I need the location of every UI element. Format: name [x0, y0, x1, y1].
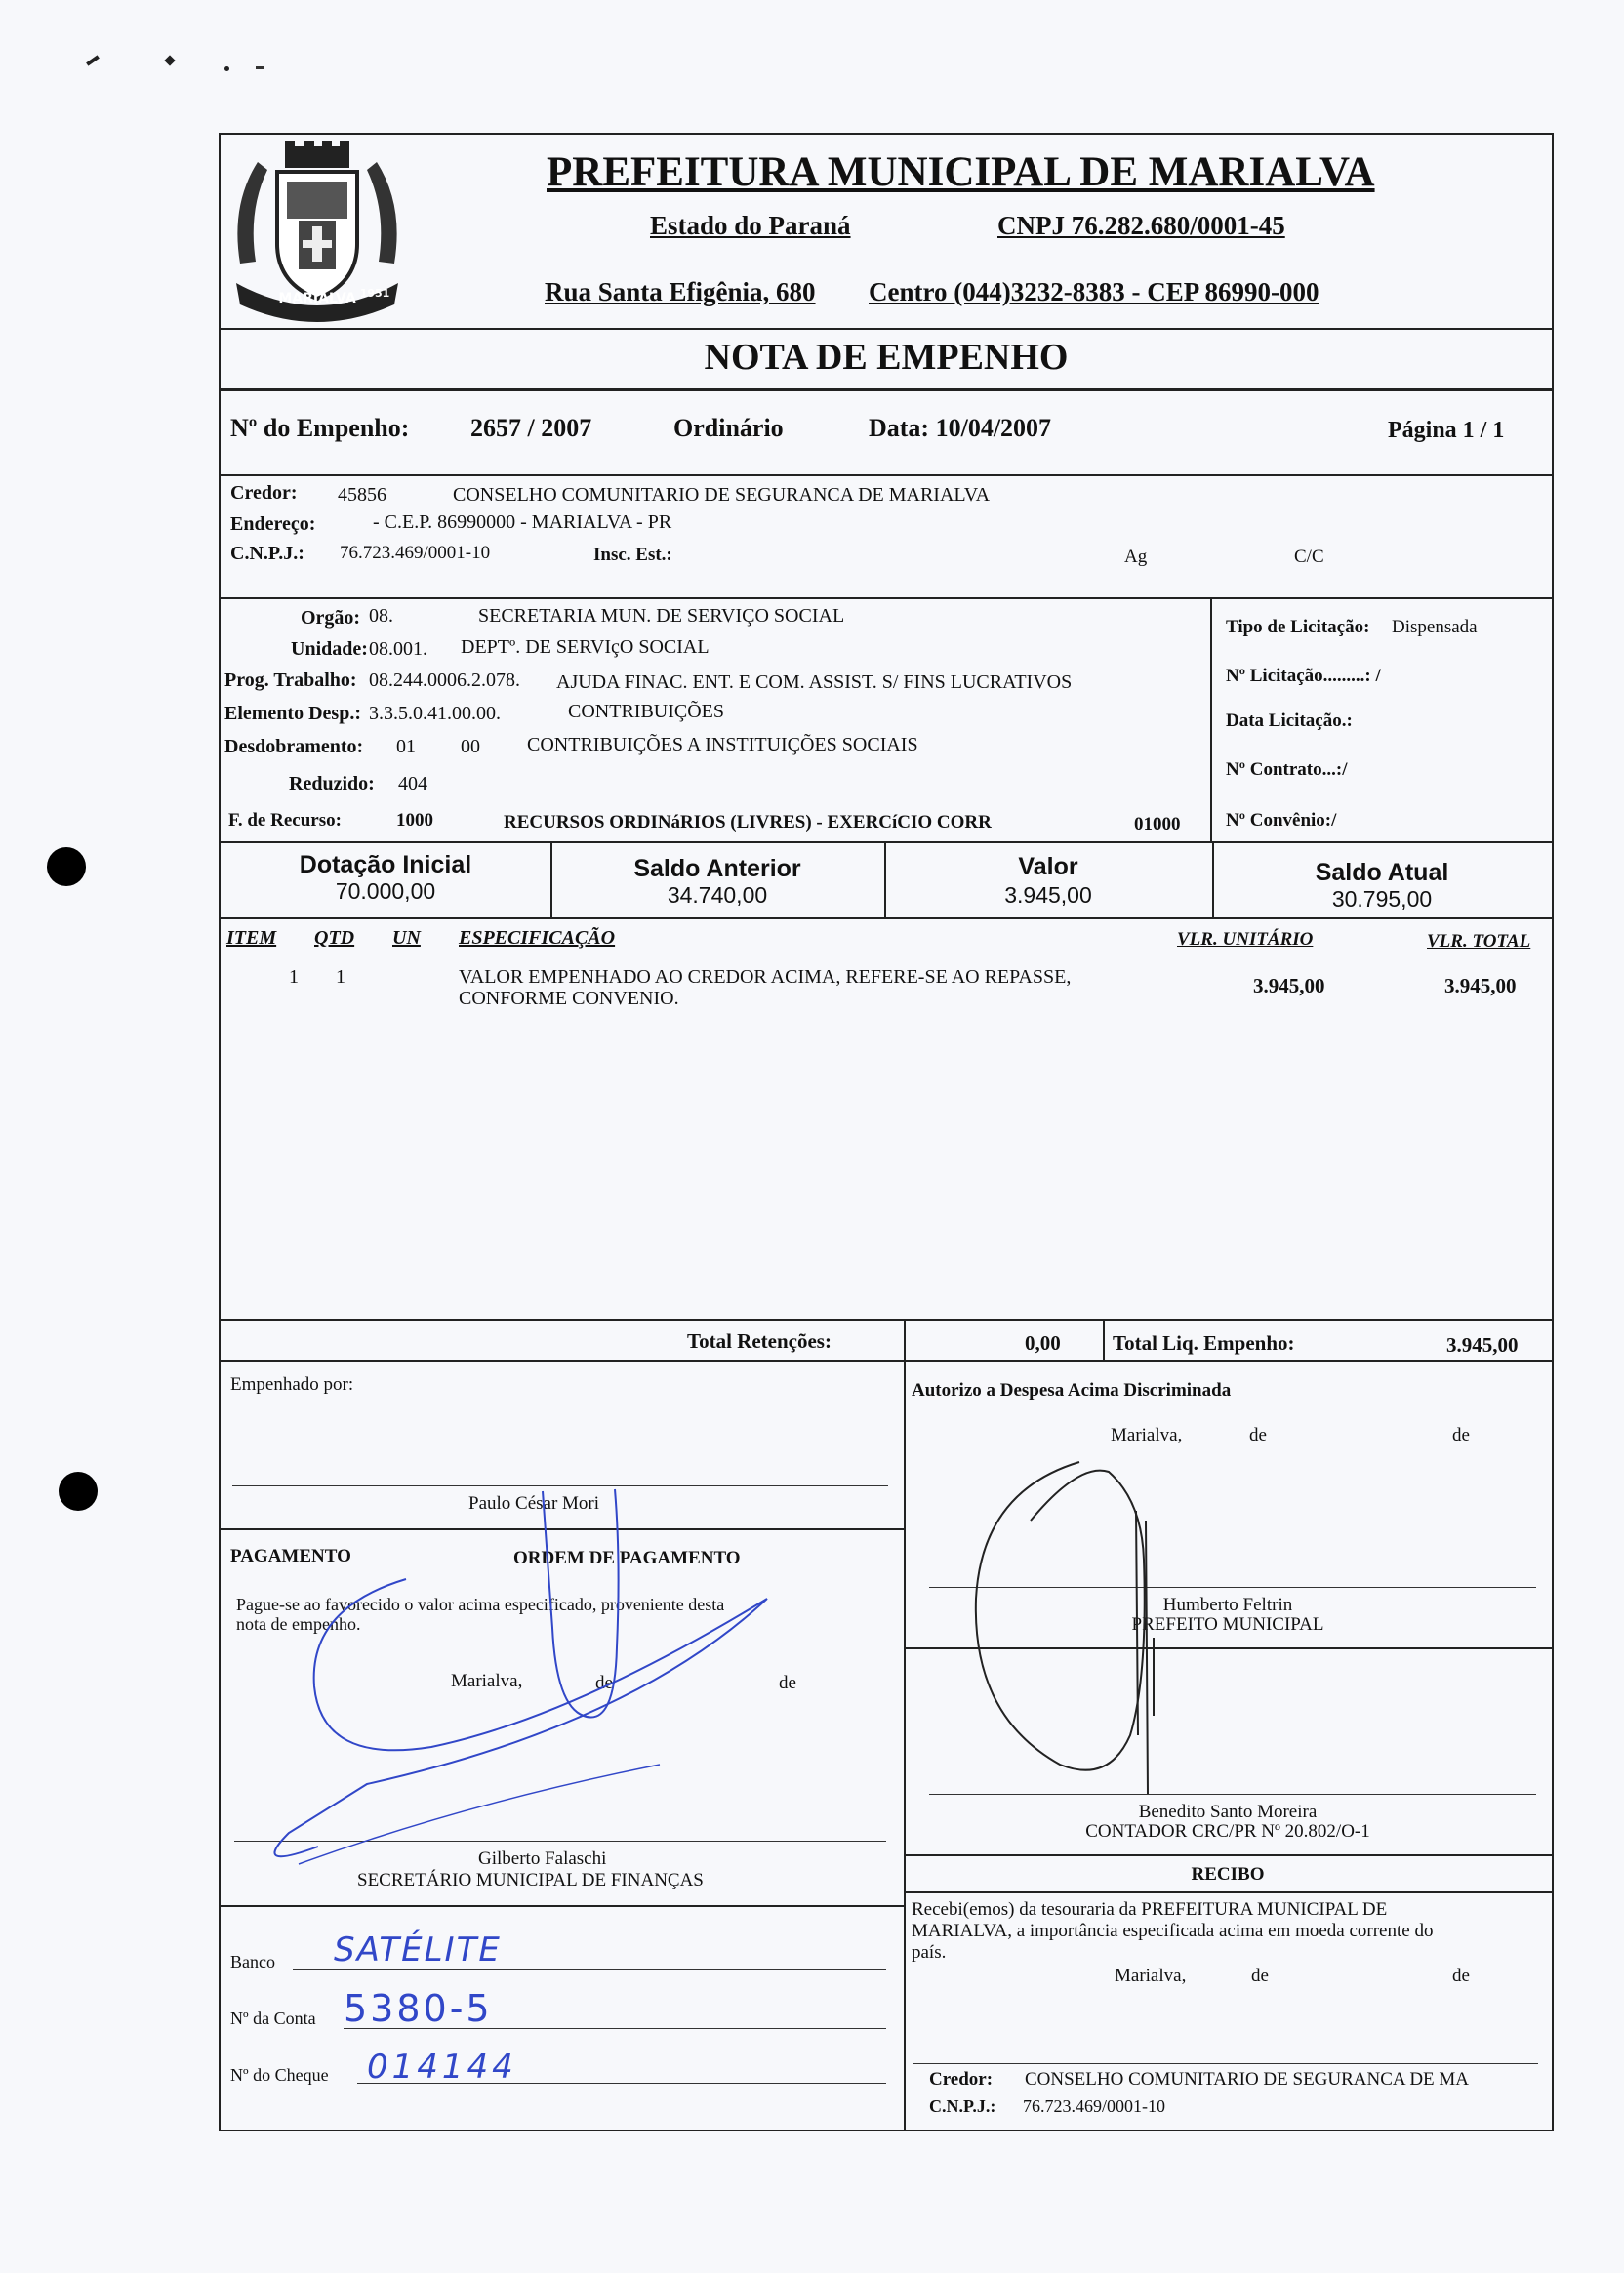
recibo-text-line3: país. — [912, 1942, 947, 1963]
row-spec-line1: VALOR EMPENHADO AO CREDOR ACIMA, REFERE-SE AO REPASSE, — [459, 966, 1072, 988]
page-number: Página 1 / 1 — [1388, 418, 1505, 443]
signature-prefeito — [904, 1403, 1552, 1833]
recibo-text-line2: MARIALVA, a importância especificada acima em moeda corrente do — [912, 1921, 1434, 1941]
desdobramento-code1: 01 — [396, 736, 416, 757]
credor-cnpj-label: C.N.P.J.: — [230, 543, 304, 564]
scan-mark — [256, 66, 264, 69]
ordem-pagamento-label: ORDEM DE PAGAMENTO — [513, 1548, 741, 1568]
recurso-name: RECURSOS ORDINáRIOS (LIVRES) - EXERCíCIO CORR — [504, 812, 992, 832]
col-un-header: UN — [392, 927, 421, 949]
tipo-licitacao-value: Dispensada — [1392, 617, 1478, 637]
recibo-text-line1: Recebi(emos) da tesouraria da PREFEITURA MUNICIPAL DE — [912, 1899, 1388, 1920]
cnpj-header: CNPJ 76.282.680/0001-45 — [997, 211, 1285, 240]
pagamento-label: PAGAMENTO — [230, 1546, 351, 1566]
col-item-header: ITEM — [226, 927, 277, 949]
crest-year: 1951 — [359, 287, 390, 300]
autorizo-de1: de — [1249, 1425, 1267, 1445]
pagamento-de2: de — [779, 1673, 796, 1693]
signature-secretario — [221, 1472, 904, 1901]
orgao-name: SECRETARIA MUN. DE SERVIÇO SOCIAL — [478, 605, 845, 627]
empenho-date: Data: 10/04/2007 — [869, 414, 1052, 442]
contrato-number: Nº Contrato...:/ — [1226, 759, 1348, 780]
empenho-type: Ordinário — [673, 414, 784, 442]
valor-label: Valor — [1018, 853, 1078, 880]
credor-code: 45856 — [338, 484, 386, 506]
document-title: NOTA DE EMPENHO — [704, 337, 1069, 378]
recibo-credor-name: CONSELHO COMUNITARIO DE SEGURANCA DE MA — [1025, 2069, 1470, 2090]
pagamento-place: Marialva, — [451, 1671, 523, 1691]
banco-label: Banco — [230, 1952, 275, 1971]
credor-cnpj: 76.723.469/0001-10 — [340, 543, 491, 563]
convenio-number: Nº Convênio:/ — [1226, 810, 1337, 831]
conta-label: Nº da Conta — [230, 2009, 316, 2028]
prog-trabalho-label: Prog. Trabalho: — [224, 670, 357, 691]
cheque-label: Nº do Cheque — [230, 2065, 329, 2085]
saldo-atual-value: 30.795,00 — [1331, 886, 1433, 912]
empenho-label: Nº do Empenho: — [230, 414, 410, 442]
credor-name: CONSELHO COMUNITARIO DE SEGURANCA DE MARIALVA — [453, 484, 991, 506]
municipal-crest-icon — [228, 137, 406, 328]
contador-name: Benedito Santo Moreira — [1138, 1802, 1318, 1822]
autorizo-place: Marialva, — [1111, 1425, 1183, 1445]
crest-name: MARIALVA — [278, 291, 356, 306]
empenho-number: 2657 / 2007 — [470, 414, 592, 442]
state-name: Estado do Paraná — [650, 211, 851, 240]
punch-hole — [47, 847, 86, 886]
row-spec-line2: CONFORME CONVENIO. — [459, 988, 679, 1009]
reduzido-value: 404 — [398, 773, 427, 794]
scan-mark — [164, 55, 175, 65]
credor-label: Credor: — [230, 482, 298, 504]
elemento-name: CONTRIBUIÇÕES — [568, 701, 725, 722]
reduzido-label: Reduzido: — [289, 773, 375, 794]
autorizo-de2: de — [1452, 1425, 1470, 1445]
address-label: Endereço: — [230, 513, 316, 535]
cheque-value: 014144 — [367, 2048, 517, 2087]
recibo-credor-label: Credor: — [929, 2069, 994, 2090]
conta-value: 5380-5 — [344, 1987, 493, 2030]
total-liq-value: 3.945,00 — [1446, 1333, 1519, 1357]
recibo-de1: de — [1251, 1966, 1269, 1986]
unidade-code: 08.001. — [369, 638, 427, 660]
total-retencoes-value: 0,00 — [1025, 1331, 1061, 1355]
saldo-anterior-label: Saldo Anterior — [633, 855, 801, 882]
tipo-licitacao-label: Tipo de Licitação: — [1226, 617, 1370, 637]
banco-value: SATÉLITE — [334, 1930, 502, 1969]
cc-label: C/C — [1294, 547, 1324, 567]
autorizo-label: Autorizo a Despesa Acima Discriminada — [912, 1380, 1232, 1400]
row-total-value: 3.945,00 — [1444, 974, 1517, 997]
secretario-role: SECRETÁRIO MUNICIPAL DE FINANÇAS — [357, 1870, 704, 1890]
recibo-de2: de — [1452, 1966, 1470, 1986]
empenhado-name: Paulo César Mori — [468, 1493, 600, 1514]
punch-hole — [59, 1472, 98, 1511]
pagamento-text-line1: Pague-se ao favorecido o valor acima especificado, proveniente desta — [236, 1595, 725, 1614]
insc-est-label: Insc. Est.: — [593, 545, 672, 565]
recibo-place: Marialva, — [1115, 1966, 1187, 1986]
recibo-cnpj-label: C.N.P.J.: — [929, 2096, 996, 2116]
scan-mark — [224, 66, 229, 71]
col-total-header: VLR. TOTAL — [1427, 931, 1531, 952]
nota-empenho-form — [219, 133, 1554, 2131]
contador-role: CONTADOR CRC/PR Nº 20.802/O-1 — [1085, 1821, 1370, 1842]
recurso-code: 1000 — [396, 810, 433, 831]
desdobramento-name: CONTRIBUIÇÕES A INSTITUIÇÕES SOCIAIS — [527, 734, 918, 755]
elemento-code: 3.3.5.0.41.00.00. — [369, 703, 501, 724]
credor-address: - C.E.P. 86990000 - MARIALVA - PR — [373, 511, 672, 533]
unidade-label: Unidade: — [291, 638, 368, 660]
orgao-label: Orgão: — [301, 607, 361, 629]
contact-info: Centro (044)3232-8383 - CEP 86990-000 — [869, 277, 1320, 306]
pagamento-text-line2: nota de empenho. — [236, 1614, 361, 1634]
row-unit-value: 3.945,00 — [1253, 974, 1325, 997]
row-qtd: 1 — [336, 966, 345, 988]
row-item: 1 — [289, 966, 299, 988]
prefeito-name: Humberto Feltrin — [1162, 1595, 1293, 1615]
secretario-name: Gilberto Falaschi — [478, 1848, 607, 1869]
recurso-code2: 01000 — [1134, 814, 1181, 834]
saldo-atual-label: Saldo Atual — [1315, 859, 1449, 886]
recibo-cnpj: 76.723.469/0001-10 — [1023, 2096, 1165, 2116]
prefeito-role: PREFEITO MUNICIPAL — [1131, 1614, 1324, 1635]
total-liq-label: Total Liq. Empenho: — [1113, 1331, 1295, 1355]
empenhado-label: Empenhado por: — [230, 1374, 354, 1395]
elemento-label: Elemento Desp.: — [224, 703, 361, 724]
licitacao-number: Nº Licitação.........: / — [1226, 666, 1381, 686]
prog-trabalho-code: 08.244.0006.2.078. — [369, 670, 520, 691]
dotacao-inicial-label: Dotação Inicial — [299, 851, 472, 878]
municipality-title: PREFEITURA MUNICIPAL DE MARIALVA — [547, 149, 1375, 195]
valor-value: 3.945,00 — [1004, 882, 1092, 908]
col-qtd-header: QTD — [314, 927, 355, 949]
orgao-code: 08. — [369, 605, 393, 627]
desdobramento-code2: 00 — [461, 736, 480, 757]
dotacao-inicial-value: 70.000,00 — [335, 878, 436, 904]
col-spec-header: ESPECIFICAÇÃO — [459, 927, 616, 949]
pagamento-de1: de — [595, 1673, 613, 1693]
recurso-label: F. de Recurso: — [228, 810, 342, 831]
total-retencoes-label: Total Retenções: — [687, 1329, 832, 1353]
desdobramento-label: Desdobramento: — [224, 736, 364, 757]
scan-mark — [86, 55, 100, 65]
licitacao-date: Data Licitação.: — [1226, 710, 1353, 731]
recibo-label: RECIBO — [1191, 1864, 1265, 1885]
ag-label: Ag — [1124, 547, 1148, 567]
saldo-anterior-value: 34.740,00 — [667, 882, 768, 908]
street-address: Rua Santa Efigênia, 680 — [545, 277, 816, 306]
unidade-name: DEPTº. DE SERVIçO SOCIAL — [461, 636, 710, 658]
col-unit-header: VLR. UNITÁRIO — [1177, 929, 1314, 950]
prog-trabalho-name: AJUDA FINAC. ENT. E COM. ASSIST. S/ FINS LUCRATIVOS — [556, 671, 1073, 693]
